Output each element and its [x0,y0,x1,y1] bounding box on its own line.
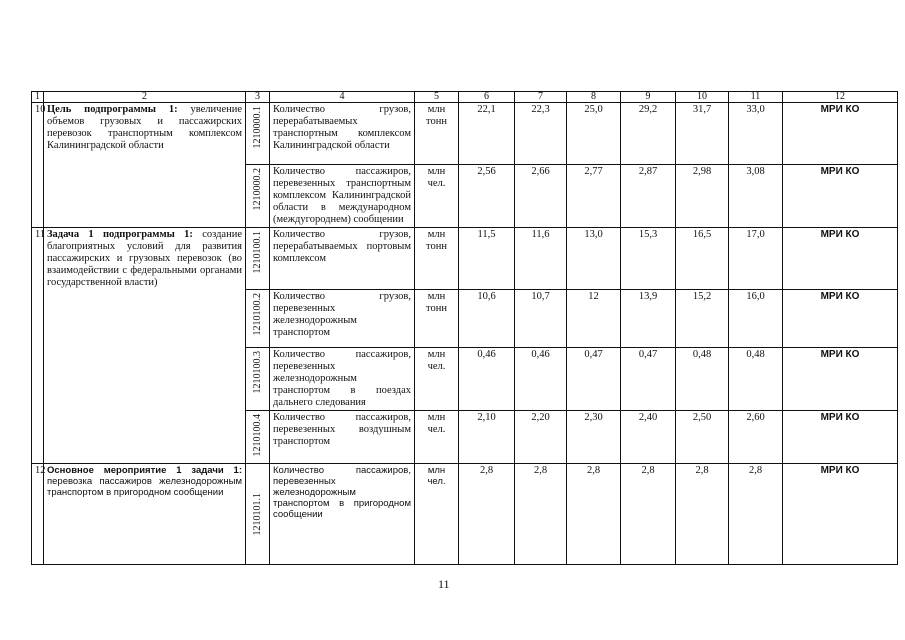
header-cell: 10 [676,92,729,103]
goal-text: увеличение объемов грузовых и пассажирских перевозок транспортным комплексом Калининградской области [47,104,243,151]
responsible-cell: МРИ КО [783,290,898,348]
header-cell: 6 [459,92,515,103]
row-number: 11 [32,228,44,464]
value-cell: 2,30 [567,411,621,464]
header-cell: 4 [270,92,415,103]
value-cell: 2,50 [676,411,729,464]
table-row [32,103,898,165]
value-cell: 22,1 [459,103,515,165]
goal-cell [44,228,246,464]
unit-cell: млн тонн [415,103,459,165]
header-cell: 11 [729,92,783,103]
value-cell: 3,08 [729,165,783,228]
goal-cell [44,464,246,565]
value-cell: 0,46 [515,348,567,411]
header-cell: 1 [32,92,44,103]
code-cell [246,411,270,464]
code-cell [246,464,270,565]
value-cell: 2,8 [729,464,783,565]
header-cell: 2 [44,92,246,103]
value-cell: 31,7 [676,103,729,165]
value-cell: 15,2 [676,290,729,348]
responsible-cell: МРИ КО [783,103,898,165]
value-cell: 0,47 [567,348,621,411]
goal-title: Цель подпрограммы 1: [47,104,178,115]
value-cell: 29,2 [621,103,676,165]
goal-cell [44,103,246,228]
value-cell: 2,66 [515,165,567,228]
header-cell: 8 [567,92,621,103]
header-cell: 9 [621,92,676,103]
value-cell: 10,6 [459,290,515,348]
code-cell [246,103,270,165]
header-cell: 12 [783,92,898,103]
value-cell: 0,48 [729,348,783,411]
value-cell: 25,0 [567,103,621,165]
value-cell: 2,60 [729,411,783,464]
header-cell: 3 [246,92,270,103]
indicator-name: Количество грузов, перевезенных железнодорожным транспортом [270,290,415,348]
page-number: 11 [438,577,450,591]
value-cell: 2,56 [459,165,515,228]
table-row [32,228,898,290]
value-cell: 2,8 [459,464,515,565]
value-cell: 13,9 [621,290,676,348]
value-cell: 2,87 [621,165,676,228]
value-cell: 33,0 [729,103,783,165]
indicator-code: 1210100.4 [251,414,263,457]
value-cell: 0,47 [621,348,676,411]
value-cell: 10,7 [515,290,567,348]
value-cell: 12 [567,290,621,348]
goal-title: Основное мероприятие 1 задачи 1: [47,465,242,476]
responsible-cell: МРИ КО [783,464,898,565]
row-number: 12 [32,464,44,565]
unit-cell: млн чел. [415,411,459,464]
header-cell: 5 [415,92,459,103]
table-row [32,464,898,565]
value-cell: 2,77 [567,165,621,228]
unit-cell: млн тонн [415,228,459,290]
value-cell: 2,98 [676,165,729,228]
indicator-code: 1210101.1 [251,493,263,536]
goal-text: создание благоприятных условий для развития пассажирских и грузовых перевозок (во взаимодействии с федеральными органами государственной власти) [47,229,242,288]
value-cell: 11,5 [459,228,515,290]
indicator-code: 1210100.2 [251,293,263,336]
value-cell: 2,8 [621,464,676,565]
value-cell: 17,0 [729,228,783,290]
indicator-name: Количество пассажиров, перевезенных железнодорожным транспортом в поездах дальнего следования [270,348,415,411]
indicator-code: 1210100.3 [251,351,263,394]
indicator-name: Количество пассажиров, перевезенных воздушным транспортом [270,411,415,464]
indicator-code: 1210000.2 [251,168,263,211]
value-cell: 2,8 [515,464,567,565]
value-cell: 0,48 [676,348,729,411]
value-cell: 13,0 [567,228,621,290]
unit-cell: млн чел. [415,165,459,228]
responsible-cell: МРИ КО [783,348,898,411]
indicator-code: 1210100.1 [251,231,263,274]
code-cell [246,228,270,290]
goal-text: перевозка пассажиров железнодорожным транспортом в пригородном сообщении [47,476,242,498]
value-cell: 16,5 [676,228,729,290]
value-cell: 22,3 [515,103,567,165]
indicators-table [31,91,898,565]
code-cell [246,348,270,411]
unit-cell: млн чел. [415,348,459,411]
code-cell [246,165,270,228]
goal-title: Задача 1 подпрограммы 1: [47,229,193,240]
value-cell: 15,3 [621,228,676,290]
value-cell: 2,8 [567,464,621,565]
indicator-name: Количество грузов, перерабатываемых транспортным комплексом Калининградской области [270,103,415,165]
unit-cell: млн чел. [415,464,459,565]
unit-cell: млн тонн [415,290,459,348]
row-number: 10 [32,103,44,228]
code-cell [246,290,270,348]
responsible-cell: МРИ КО [783,228,898,290]
value-cell: 2,40 [621,411,676,464]
indicator-name: Количество грузов, перерабатываемых портовым комплексом [270,228,415,290]
responsible-cell: МРИ КО [783,411,898,464]
indicator-name: Количество пассажиров, перевезенных железнодорожным транспортом в пригородном сообщении [270,464,415,565]
value-cell: 11,6 [515,228,567,290]
value-cell: 2,8 [676,464,729,565]
indicator-code: 1210000.1 [251,106,263,149]
header-cell: 7 [515,92,567,103]
indicator-name: Количество пассажиров, перевезенных транспортным комплексом Калининградской области в международном (междугороднем) сообщении [270,165,415,228]
value-cell: 2,10 [459,411,515,464]
responsible-cell: МРИ КО [783,165,898,228]
header-row [32,92,898,103]
value-cell: 2,20 [515,411,567,464]
value-cell: 16,0 [729,290,783,348]
value-cell: 0,46 [459,348,515,411]
